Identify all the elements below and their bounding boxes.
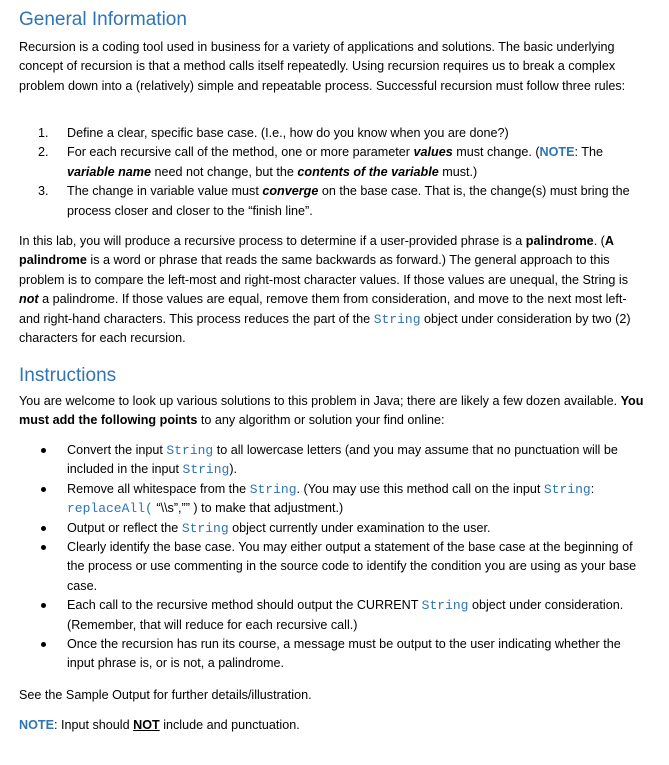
note-label: NOTE	[539, 145, 575, 160]
bullet-icon	[41, 487, 46, 492]
instructions-intro-paragraph: You are welcome to look up various solutions to this problem in Java; there are likely a few dozen available. You must add the following points to any algorithm or solution your find online:	[19, 394, 644, 428]
bullet-icon	[41, 448, 46, 453]
instruction-item: Clearly identify the base case. You may either output a statement of the base case at the beginning of the process or use commenting in the source code to identify the condition you are using as your base case.	[38, 538, 646, 596]
bullet-icon	[41, 545, 46, 550]
palindrome-lab-paragraph: In this lab, you will produce a recursive process to determine if a user-provided phrase is a palindrome. (A palindrome is a word or phrase that reads the same backwards as forward.) The general approach to this problem is to compare the left-most and right-most character values. If those values are unequal, the String is not a palindrome. If those values are equal, remove them from consideration, and move to the next most left- and right-hand characters. This process reduces the part of the String object under consideration by two (2) characters for each recursion.	[19, 234, 631, 346]
instruction-item: Each call to the recursive method should output the CURRENT String object under consideration. (Remember, that will reduce for each recursive call.)	[38, 596, 646, 635]
rule-item	[38, 124, 646, 143]
recursion-intro-paragraph: Recursion is a coding tool used in business for a variety of applications and solutions. The basic underlying concept of recursion is that a method calls itself repeatedly. Using recursion requires us to break a complex problem down into a (relatively) simple and repeatable process. Successful recursion must follow three rules:	[19, 40, 626, 93]
sample-output-note: See the Sample Output for further details/illustration.	[19, 688, 312, 702]
rule-item	[38, 143, 646, 182]
rule-text: For each recursive call of the method, one or more parameter values must change. (NOTE: The variable name need not change, but the contents of the variable must.)	[67, 145, 603, 179]
rule-item	[38, 182, 646, 221]
palindrome-term: palindrome	[525, 234, 594, 248]
bullet-icon	[41, 603, 46, 608]
rule-number: 2.	[38, 145, 49, 160]
final-note: NOTE: Input should NOT include and punctuation.	[19, 718, 300, 732]
rule-number: 3.	[38, 184, 49, 199]
general-information-heading: General Information	[19, 9, 187, 30]
recursion-rules-list	[38, 124, 646, 221]
replaceall-code: replaceAll(	[67, 501, 153, 517]
instruction-item: Convert the input String to all lowercase letters (and you may assume that no punctuation will be included in the input String).	[38, 441, 646, 480]
instruction-item: Once the recursion has run its course, a message must be output to the user indicating whether the input phrase is, or is not, a palindrome.	[38, 635, 646, 674]
rule-number: 1.	[38, 126, 49, 140]
instructions-bullet-list	[38, 441, 646, 674]
bullet-icon	[41, 526, 46, 531]
note-label: NOTE	[19, 718, 54, 732]
string-code: String	[373, 311, 421, 327]
instruction-item: Output or reflect the String object currently under examination to the user.	[38, 519, 646, 538]
rule-text: The change in variable value must converge on the base case. That is, the change(s) must bring the process closer and closer to the “finish line”.	[67, 184, 630, 218]
rule-text: Define a clear, specific base case. (I.e., how do you know when you are done?)	[67, 126, 509, 140]
bullet-icon	[41, 642, 46, 647]
instructions-heading: Instructions	[19, 365, 117, 386]
instruction-item: Remove all whitespace from the String. (You may use this method call on the input String: replaceAll( “\\s”,”” ) to make that adjustment.)	[38, 480, 646, 519]
